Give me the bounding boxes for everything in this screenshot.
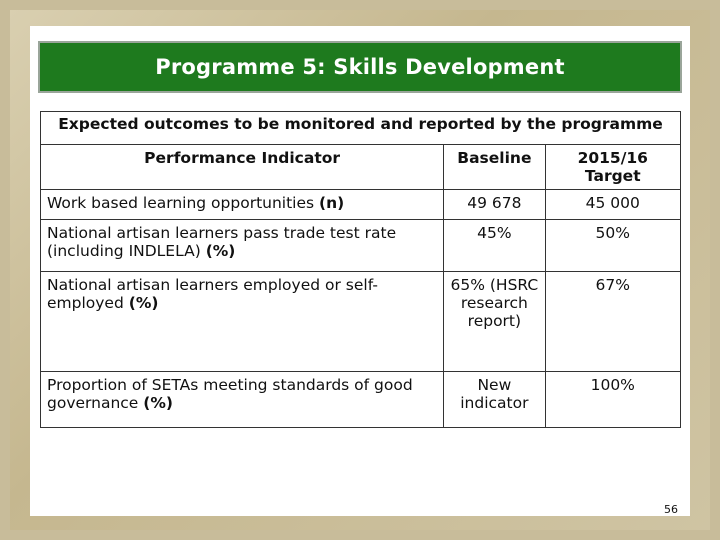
- indicator-unit: (%): [128, 294, 159, 312]
- indicator-text: National artisan learners pass trade test rate (including INDLELA): [47, 224, 397, 260]
- table-row: [41, 372, 681, 428]
- indicator-text: Work based learning opportunities: [47, 194, 315, 212]
- indicator-unit: (%): [143, 394, 173, 412]
- baseline-cell: 45%: [444, 220, 545, 272]
- table-row: [41, 190, 681, 220]
- target-cell: 100%: [545, 372, 680, 428]
- indicator-cell: [41, 190, 444, 220]
- baseline-cell: 65% (HSRC research report): [444, 272, 545, 372]
- header-baseline: Baseline: [444, 145, 545, 190]
- header-performance-indicator: Performance Indicator: [41, 145, 444, 190]
- indicator-unit: (n): [319, 194, 345, 212]
- table-header-row: [41, 145, 681, 190]
- slide-content: [30, 26, 690, 516]
- indicator-cell: [41, 220, 444, 272]
- table-row: [41, 272, 681, 372]
- slide-frame: [10, 10, 710, 530]
- indicator-text: Proportion of SETAs meeting standards of good governance: [47, 376, 413, 412]
- page-number: 56: [664, 503, 678, 516]
- indicator-cell: [41, 272, 444, 372]
- table-row: [41, 220, 681, 272]
- title-banner: [38, 41, 682, 93]
- indicator-text: National artisan learners employed or self-employed: [47, 276, 378, 312]
- indicator-unit: (%): [205, 242, 236, 260]
- indicator-cell: [41, 372, 444, 428]
- table-caption-row: [41, 112, 681, 145]
- header-target: 2015/16 Target: [545, 145, 680, 190]
- outcomes-table: [40, 111, 681, 428]
- slide-title: Programme 5: Skills Development: [155, 55, 565, 79]
- target-cell: 45 000: [545, 190, 680, 220]
- target-cell: 50%: [545, 220, 680, 272]
- table-caption: Expected outcomes to be monitored and reported by the programme: [41, 112, 681, 145]
- baseline-cell: 49 678: [444, 190, 545, 220]
- baseline-cell: New indicator: [444, 372, 545, 428]
- target-cell: 67%: [545, 272, 680, 372]
